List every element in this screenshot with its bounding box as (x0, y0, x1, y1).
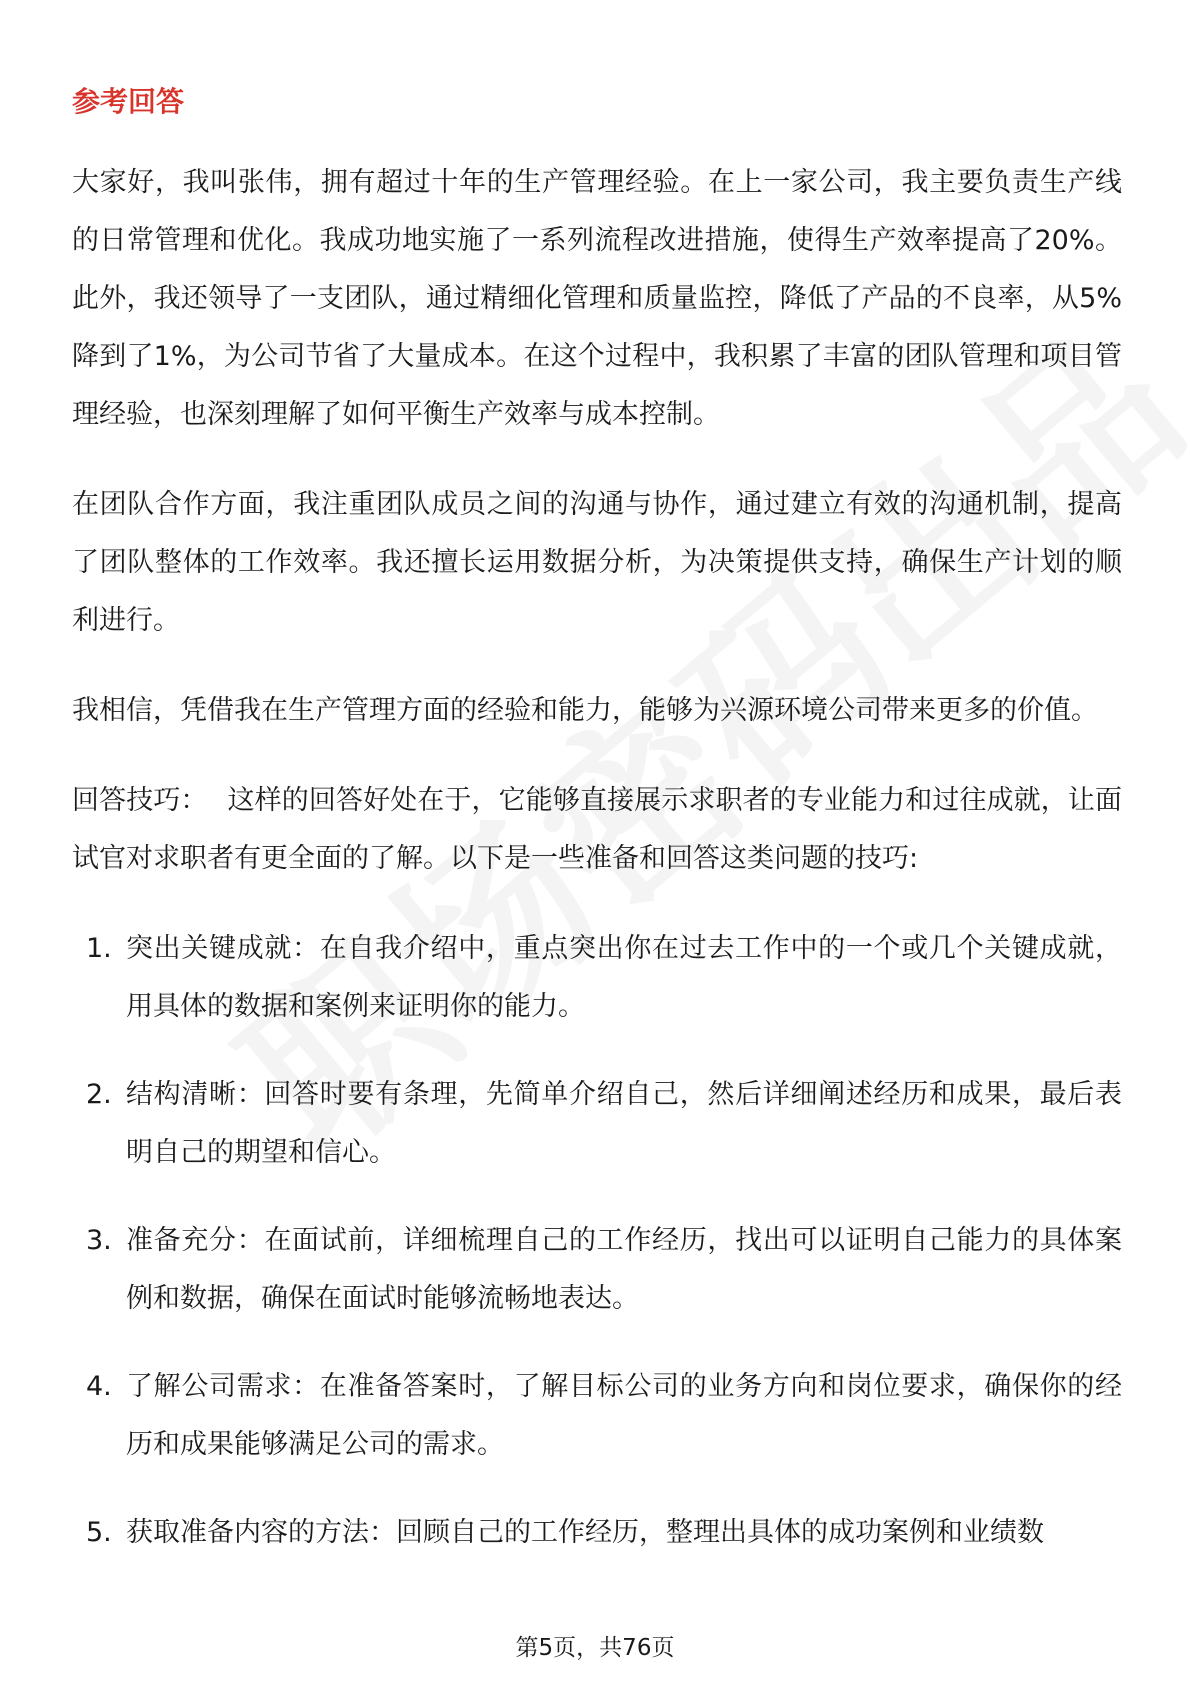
list-item-text: 准备充分：在面试前，详细梳理自己的工作经历，找出可以证明自己能力的具体案例和数据，确保在面试时能够流畅地表达。 (126, 1225, 1122, 1314)
list-item-text: 结构清晰：回答时要有条理，先简单介绍自己，然后详细阐述经历和成果，最后表明自己的期望和信心。 (126, 1079, 1122, 1168)
list-item-number: 3. (86, 1225, 112, 1256)
list-item-number: 4. (86, 1371, 112, 1402)
list-item-number: 5. (86, 1517, 112, 1548)
list-item-number: 1. (86, 933, 112, 964)
section-title: 参考回答 (72, 85, 185, 118)
tips-text: 这样的回答好处在于，它能够直接展示求职者的专业能力和过往成就，让面试官对求职者有更全面的了解。以下是一些准备和回答这类问题的技巧: (72, 785, 1123, 874)
list-item-number: 2. (86, 1079, 112, 1110)
list-item-text: 获取准备内容的方法：回顾自己的工作经历，整理出具体的成功案例和业绩数 (126, 1517, 1044, 1548)
list-item (72, 920, 1122, 1036)
list-item (72, 1066, 1122, 1182)
document-page (72, 82, 1122, 1592)
tips-paragraph (72, 772, 1122, 888)
list-item (72, 1504, 1122, 1562)
list-item (72, 1212, 1122, 1328)
answer-paragraph-2: 在团队合作方面，我注重团队成员之间的沟通与协作，通过建立有效的沟通机制，提高了团队整体的工作效率。我还擅长运用数据分析，为决策提供支持，确保生产计划的顺利进行。 (72, 489, 1122, 636)
list-item-text: 了解公司需求：在准备答案时，了解目标公司的业务方向和岗位要求，确保你的经历和成果能够满足公司的需求。 (126, 1371, 1122, 1460)
answer-paragraph-1: 大家好，我叫张伟，拥有超过十年的生产管理经验。在上一家公司，我主要负责生产线的日常管理和优化。我成功地实施了一系列流程改进措施，使得生产效率提高了20%。此外，我还领导了一支团队，通过精细化管理和质量监控，降低了产品的不良率，从5%降到了1%，为公司节省了大量成本。在这个过程中，我积累了丰富的团队管理和项目管理经验，也深刻理解了如何平衡生产效率与成本控制。 (72, 167, 1122, 430)
page-number-footer: 第5页，共76页 (515, 1635, 675, 1661)
list-item (72, 1358, 1122, 1474)
tips-list (72, 920, 1122, 1562)
tips-label: 回答技巧： (72, 785, 208, 816)
answer-paragraph-3: 我相信，凭借我在生产管理方面的经验和能力，能够为兴源环境公司带来更多的价值。 (72, 695, 1098, 726)
list-item-text: 突出关键成就：在自我介绍中，重点突出你在过去工作中的一个或几个关键成就，用具体的数据和案例来证明你的能力。 (126, 933, 1122, 1022)
